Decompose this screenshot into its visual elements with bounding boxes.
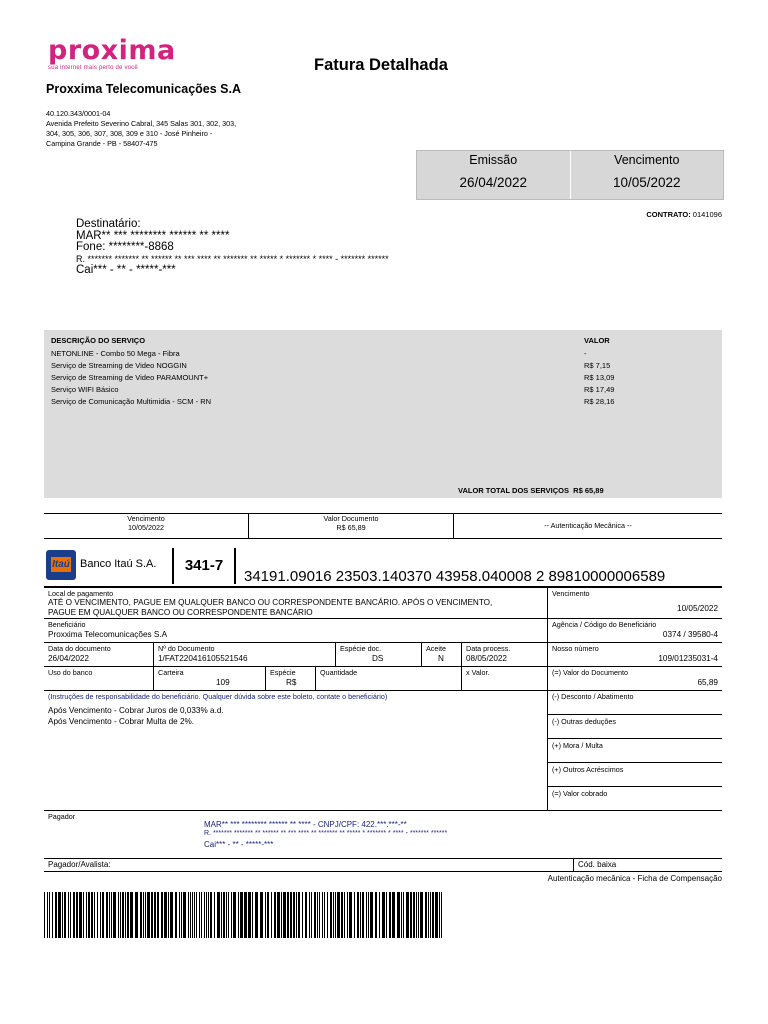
data-documento-value: 26/04/2022 <box>48 654 89 663</box>
vencimento-label: Vencimento <box>552 589 590 598</box>
barcode-bar <box>157 892 159 938</box>
address-line: Avenida Prefeito Severino Cabral, 345 Salas 301, 302, 303, <box>46 119 237 128</box>
vencimento-cell <box>570 151 724 199</box>
mora-multa-cell <box>548 738 722 762</box>
barcode-bar <box>330 892 332 938</box>
barcode-bar <box>344 892 345 938</box>
barcode-bar <box>100 892 101 938</box>
pagador-label: Pagador <box>48 812 76 821</box>
barcode-bar <box>120 892 121 938</box>
recipient-block <box>76 219 389 277</box>
vencimento-date: 10/05/2022 <box>612 175 681 190</box>
barcode-bar <box>370 892 373 938</box>
barcode-bar <box>102 892 104 938</box>
barcode-bar <box>238 892 239 938</box>
data-process-value: 08/05/2022 <box>466 654 507 663</box>
instruction-line: Após Vencimento - Cobrar Juros de 0,033% a.d. <box>48 706 224 715</box>
logo-wordmark: proxima <box>48 35 176 66</box>
barcode-bar <box>439 892 440 938</box>
barcode-bar <box>271 892 272 938</box>
barcode-bar <box>265 892 266 938</box>
barcode-bar <box>305 892 307 938</box>
barcode-bar <box>111 892 112 938</box>
barcode-bar <box>106 892 108 938</box>
barcode-bar <box>204 892 205 938</box>
agencia-cell <box>548 618 722 642</box>
barcode-bar <box>337 892 340 938</box>
barcode-bar <box>210 892 212 938</box>
barcode-bar <box>425 892 427 938</box>
outros-acrescimos-cell <box>548 762 722 786</box>
cod-baixa-label: Cód. baixa <box>578 860 617 869</box>
service-value: R$ 7,15 <box>584 361 611 370</box>
barcode-bar <box>188 892 189 938</box>
page-title: Fatura Detalhada <box>314 56 448 74</box>
barcode-bar <box>76 892 78 938</box>
barcode-bar <box>86 892 87 938</box>
x-valor-label: x Valor. <box>466 668 490 677</box>
barcode-bar <box>302 892 303 938</box>
emissao-cell <box>417 151 570 199</box>
pagador-line: R. ******* ******* ** ****** ** *** **** ** ******* ** ***** * ******* * **** - ******* ****** <box>204 830 448 837</box>
barcode-bar <box>125 892 126 938</box>
barcode-bar <box>368 892 369 938</box>
barcode-bar <box>248 892 251 938</box>
local-pagamento-label: Local de pagamento <box>48 589 114 598</box>
receipt-venc-label: Vencimento <box>127 514 165 523</box>
barcode-bar <box>147 892 150 938</box>
service-value: R$ 28,16 <box>584 397 615 406</box>
carteira-value: 109 <box>216 678 230 687</box>
barcode-bar <box>298 892 300 938</box>
service-desc: Serviço de Streaming de Video NOGGIN <box>51 361 187 370</box>
barcode-bar <box>52 892 53 938</box>
company-address <box>46 109 286 149</box>
valor-cobrado-label: (=) Valor cobrado <box>552 789 608 798</box>
barcode-bar <box>231 892 232 938</box>
instructions-label: (Instruções de responsabilidade do beneficiário. Qualquer dúvida sobre este boleto, contate o beneficiário) <box>48 692 388 701</box>
barcode-bar <box>317 892 318 938</box>
agencia-value: 0374 / 39580-4 <box>662 630 718 639</box>
barcode-bar <box>194 892 195 938</box>
barcode-bar <box>179 892 180 938</box>
address-line: 40.120.343/0001-04 <box>46 109 111 118</box>
barcode-bar <box>333 892 334 938</box>
local-pagamento-line2: PAGUE EM QUALQUER BANCO OU CORRESPONDENTE BANCÁRIO <box>48 608 313 617</box>
barcode-bar <box>240 892 243 938</box>
barcode-bar <box>97 892 98 938</box>
barcode-bar <box>233 892 236 938</box>
barcode-bar <box>322 892 323 938</box>
barcode-bar <box>181 892 182 938</box>
dates-box <box>416 150 724 200</box>
barcode-bar <box>118 892 119 938</box>
barcode-bar <box>260 892 263 938</box>
nosso-numero-label: Nosso número <box>552 644 599 653</box>
barcode-bar <box>206 892 207 938</box>
barcode-bar <box>441 892 442 938</box>
services-value-header: VALOR <box>584 336 610 345</box>
barcode-bar <box>283 892 286 938</box>
barcode-bar <box>293 892 295 938</box>
barcode-bar <box>208 892 209 938</box>
barcode-bar <box>55 892 57 938</box>
service-desc: Serviço de Comunicação Multimidia - SCM - RN <box>51 397 212 406</box>
pagador-line: Cai*** - ** - *****-*** <box>204 840 274 849</box>
barcode-bar <box>226 892 227 938</box>
barcode-bar <box>296 892 297 938</box>
x-valor-cell <box>462 666 548 690</box>
service-value: R$ 17,49 <box>584 385 615 394</box>
barcode-bar <box>122 892 124 938</box>
address-line: Campina Grande - PB - 58407-475 <box>46 139 158 148</box>
beneficiario-cell <box>44 618 548 642</box>
service-value: R$ 13,09 <box>584 373 615 382</box>
pagador-avalista-label: Pagador/Avalista: <box>48 860 111 869</box>
barcode-bar <box>392 892 395 938</box>
pagador-line: MAR** *** ******** ****** ** **** - CNPJ/CPF: 422.***.***-** <box>204 820 407 829</box>
barcode-bar <box>244 892 247 938</box>
bank-header <box>44 548 722 586</box>
outros-acrescimos-label: (+) Outros Acréscimos <box>552 765 624 774</box>
barcode-bar <box>109 892 110 938</box>
digitable-line: 34191.09016 23503.140370 43958.040008 2 89810000006589 <box>244 568 666 585</box>
valor-cobrado-cell <box>548 786 722 810</box>
aceite-cell <box>422 642 462 666</box>
barcode-bar <box>290 892 292 938</box>
quantidade-cell <box>316 666 462 690</box>
desconto-label: (-) Desconto / Abatimento <box>552 692 634 701</box>
barcode-bar <box>164 892 167 938</box>
receipt-auth: -- Autenticação Mecânica -- <box>544 521 632 530</box>
recipient-name: MAR** *** ******** ****** ** **** <box>76 229 230 242</box>
quantidade-label: Quantidade <box>320 668 358 677</box>
local-pagamento-line1: ATÉ O VENCIMENTO, PAGUE EM QUALQUER BANCO OU CORRESPONDENTE BANCÁRIO. APÓS O VENCIMENTO, <box>48 598 493 607</box>
barcode-bar <box>274 892 276 938</box>
barcode-bar <box>311 892 312 938</box>
outras-deducoes-cell <box>548 714 722 738</box>
especie-cell <box>266 666 316 690</box>
services-total-value: R$ 65,89 <box>573 486 604 495</box>
itau-logo-icon <box>46 550 76 580</box>
barcode-bar <box>252 892 253 938</box>
valor-documento-label: (=) Valor do Documento <box>552 668 628 677</box>
barcode-bar <box>327 892 328 938</box>
especie-doc-label: Espécie doc. <box>340 644 382 653</box>
data-process-cell <box>462 642 548 666</box>
nosso-numero-cell <box>548 642 722 666</box>
barcode-bar <box>49 892 50 938</box>
aceite-label: Aceite <box>426 644 446 653</box>
barcode-bar <box>418 892 419 938</box>
barcode-bar <box>143 892 144 938</box>
barcode-bar <box>140 892 142 938</box>
barcode-bar <box>127 892 129 938</box>
barcode-bar <box>199 892 200 938</box>
barcode-bar <box>382 892 385 938</box>
receipt-strip <box>44 513 722 539</box>
data-process-label: Data process. <box>466 644 511 653</box>
barcode-bar <box>281 892 282 938</box>
receipt-valor <box>249 514 454 538</box>
instruction-line: Após Vencimento - Cobrar Multa de 2%. <box>48 717 195 726</box>
vencimento-label: Vencimento <box>614 153 680 167</box>
local-pagamento-cell <box>44 586 548 618</box>
recipient-label: Destinatário: <box>76 218 141 230</box>
barcode-bar <box>190 892 191 938</box>
barcode-bar <box>83 892 84 938</box>
especie-value: R$ <box>286 678 297 687</box>
especie-doc-value: DS <box>372 654 384 663</box>
barcode-bar <box>386 892 387 938</box>
services-desc-header: DESCRIÇÃO DO SERVIÇO <box>51 336 146 345</box>
barcode-bar <box>389 892 391 938</box>
ficha-compensacao: Autenticação mecânica - Ficha de Compensação <box>547 874 722 883</box>
barcode-bar <box>406 892 409 938</box>
contract-label: CONTRATO: <box>646 210 691 219</box>
barcode-bar <box>410 892 412 938</box>
barcode-bar <box>397 892 400 938</box>
barcode-bar <box>435 892 438 938</box>
barcode-bar <box>432 892 434 938</box>
barcode-bar <box>314 892 316 938</box>
barcode-bar <box>88 892 90 938</box>
barcode-bar <box>64 892 66 938</box>
service-value: - <box>584 349 587 358</box>
barcode-bar <box>145 892 146 938</box>
barcode-bar <box>360 892 361 938</box>
instructions-cell <box>44 690 548 810</box>
uso-banco-cell <box>44 666 154 690</box>
mora-multa-label: (+) Mora / Multa <box>552 741 603 750</box>
agencia-label: Agência / Código do Beneficiário <box>552 620 657 629</box>
carteira-cell <box>154 666 266 690</box>
barcode-bar <box>379 892 380 938</box>
barcode-bar <box>420 892 423 938</box>
barcode-bar <box>151 892 153 938</box>
barcode-bar <box>430 892 431 938</box>
services-table <box>44 330 722 498</box>
barcode-bar <box>335 892 336 938</box>
pagador-cell <box>44 810 722 858</box>
address-line: 304, 305, 306, 307, 308, 309 e 310 - José Pinheiro - <box>46 129 213 138</box>
data-documento-label: Data do documento <box>48 644 111 653</box>
service-desc: Serviço WIFI Básico <box>51 385 119 394</box>
barcode-bar <box>68 892 69 938</box>
barcode-bar <box>267 892 269 938</box>
barcode-bar <box>62 892 63 938</box>
barcode-bar <box>175 892 177 938</box>
barcode-bar <box>375 892 377 938</box>
barcode <box>44 892 444 938</box>
nr-documento-cell <box>154 642 336 666</box>
barcode-bar <box>221 892 222 938</box>
contract-value: 0141096 <box>692 210 722 219</box>
data-documento-cell <box>44 642 154 666</box>
emissao-date: 26/04/2022 <box>459 175 528 190</box>
outras-deducoes-label: (-) Outras deduções <box>552 717 616 726</box>
barcode-bar <box>113 892 116 938</box>
receipt-vencimento <box>44 514 249 538</box>
desconto-cell <box>548 690 722 714</box>
barcode-bar <box>354 892 355 938</box>
barcode-bar <box>428 892 429 938</box>
barcode-bar <box>70 892 71 938</box>
beneficiario-value: Proxxima Telecomunicações S.A <box>48 630 168 639</box>
barcode-bar <box>287 892 289 938</box>
barcode-bar <box>154 892 156 938</box>
barcode-bar <box>277 892 280 938</box>
barcode-bar <box>44 892 45 938</box>
barcode-bar <box>324 892 325 938</box>
barcode-bar <box>341 892 343 938</box>
barcode-bar <box>214 892 215 938</box>
receipt-valor-value: R$ 65,89 <box>336 523 366 532</box>
barcode-bar <box>47 892 48 938</box>
barcode-bar <box>170 892 173 938</box>
recipient-street: R. ******* ******* ** ****** ** *** **** ** ******* ** ***** * ******* * **** - ******* ****** <box>76 253 389 264</box>
barcode-bar <box>416 892 417 938</box>
barcode-bar <box>401 892 402 938</box>
barcode-bar <box>228 892 229 938</box>
service-desc: NETONLINE - Combo 50 Mega - Fibra <box>51 349 180 358</box>
barcode-bar <box>91 892 93 938</box>
barcode-bar <box>319 892 320 938</box>
barcode-bar <box>366 892 367 938</box>
barcode-bar <box>168 892 169 938</box>
cod-baixa-cell <box>574 858 722 872</box>
especie-doc-cell <box>336 642 422 666</box>
barcode-bar <box>217 892 220 938</box>
barcode-bar <box>201 892 202 938</box>
bank-name: Banco Itaú S.A. <box>80 558 157 570</box>
barcode-bar <box>196 892 197 938</box>
emissao-label: Emissão <box>469 153 518 167</box>
nr-documento-value: 1/FAT220416105521546 <box>158 654 248 663</box>
company-name: Proxxima Telecomunicações S.A <box>46 82 241 96</box>
valor-documento-cell <box>548 666 722 690</box>
barcode-bar <box>183 892 186 938</box>
uso-banco-label: Uso do banco <box>48 668 93 677</box>
logo-tagline: sua internet mais perto de você <box>48 65 138 71</box>
barcode-bar <box>255 892 258 938</box>
services-total <box>458 486 604 495</box>
receipt-venc-value: 10/05/2022 <box>128 523 164 532</box>
barcode-bar <box>192 892 193 938</box>
recipient-city: Cai*** - ** - *****-*** <box>76 264 176 276</box>
beneficiario-label: Beneficiário <box>48 620 86 629</box>
barcode-bar <box>79 892 82 938</box>
barcode-bar <box>347 892 348 938</box>
contract-number <box>646 210 722 219</box>
barcode-bar <box>161 892 163 938</box>
pagador-avalista-cell <box>44 858 574 872</box>
barcode-bar <box>349 892 352 938</box>
barcode-bar <box>413 892 415 938</box>
valor-documento-value: 65,89 <box>697 678 718 687</box>
barcode-bar <box>94 892 95 938</box>
especie-label: Espécie <box>270 668 296 677</box>
barcode-bar <box>130 892 133 938</box>
aceite-value: N <box>438 654 444 663</box>
receipt-valor-label: Valor Documento <box>323 514 379 523</box>
barcode-bar <box>357 892 359 938</box>
barcode-bar <box>403 892 404 938</box>
carteira-label: Carteira <box>158 668 184 677</box>
vencimento-cell <box>548 586 722 618</box>
barcode-bar <box>135 892 138 938</box>
barcode-bar <box>309 892 310 938</box>
nr-documento-label: Nº do Documento <box>158 644 215 653</box>
service-desc: Serviço de Streaming de Video PARAMOUNT+ <box>51 373 209 382</box>
recipient-phone: Fone: ********-8868 <box>76 241 174 253</box>
company-logo <box>48 35 176 71</box>
itau-logo-text: Itaú <box>52 559 70 570</box>
barcode-bar <box>223 892 225 938</box>
vencimento-value: 10/05/2022 <box>677 604 718 613</box>
barcode-bar <box>73 892 75 938</box>
nosso-numero-value: 109/01235031-4 <box>658 654 718 663</box>
barcode-bar <box>362 892 364 938</box>
barcode-bar <box>58 892 61 938</box>
bank-code: 341-7 <box>172 548 236 584</box>
services-total-label: VALOR TOTAL DOS SERVIÇOS <box>458 486 569 495</box>
